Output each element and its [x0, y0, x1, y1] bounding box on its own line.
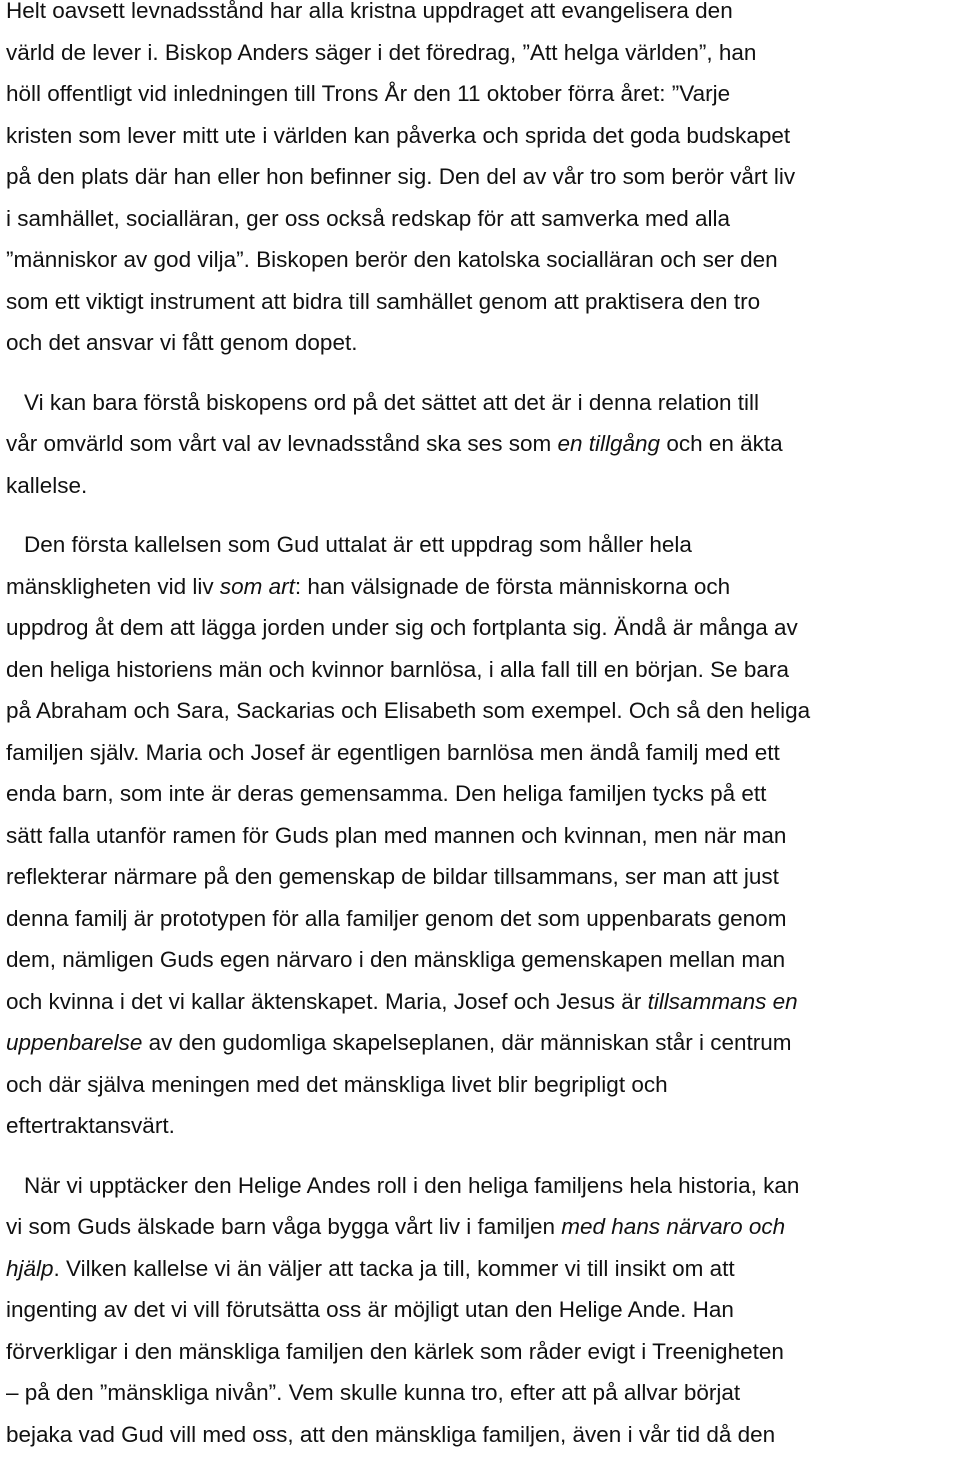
paragraph-4 — [6, 1165, 954, 1456]
text-line: eftertraktansvärt. — [6, 1113, 175, 1138]
text-line: Helt oavsett levnadsstånd har alla kristna uppdraget att evangelisera den — [6, 0, 733, 23]
text-line: ingenting av det vi vill förutsätta oss är möjligt utan den Helige Ande. Han — [6, 1297, 734, 1322]
text-line: kristen som lever mitt ute i världen kan påverka och sprida det goda budskapet — [6, 122, 791, 148]
text-line: och det ansvar vi fått genom dopet. — [6, 330, 358, 355]
text-line: och där själva meningen med det mänskliga livet blir begripligt och — [6, 1071, 668, 1097]
text-line — [6, 981, 954, 1023]
text-line: bejaka vad Gud vill med oss, att den mänskliga familjen, även i vår tid då den — [6, 1421, 776, 1447]
text-line: sätt falla utanför ramen för Guds plan med mannen och kvinnan, men när man — [6, 822, 787, 848]
paragraph-gap — [6, 364, 954, 382]
text-run: vår omvärld som vårt val av levnadsstånd ska ses som — [6, 431, 558, 456]
text-run: och kvinna i det vi kallar äktenskapet. Maria, Josef och Jesus är — [6, 988, 648, 1014]
text-run: mänskligheten vid liv — [6, 573, 220, 599]
text-line: uppdrog åt dem att lägga jorden under sig och fortplanta sig. Ändå är många av — [6, 615, 798, 640]
text-line — [6, 566, 954, 608]
text-run: av den gudomliga skapelseplanen, där människan står i centrum — [142, 1030, 792, 1055]
emphasis-text: med hans närvaro och — [561, 1214, 786, 1239]
emphasis-text: en tillgång — [557, 431, 661, 456]
emphasis-text: hjälp — [6, 1255, 54, 1281]
text-line: Vi kan bara förstå biskopens ord på det sättet att det är i denna relation till — [24, 389, 760, 415]
text-line: höll offentligt vid inledningen till Trons År den 11 oktober förra året: ”Varje — [6, 81, 731, 106]
text-run: och en äkta — [660, 431, 783, 456]
paragraph-3 — [6, 524, 954, 1147]
paragraph-1 — [6, 0, 954, 364]
text-line: – på den ”mänskliga nivån”. Vem skulle kunna tro, efter att på allvar börjat — [6, 1380, 741, 1405]
text-line: När vi upptäcker den Helige Andes roll i den heliga familjens hela historia, kan — [24, 1172, 800, 1198]
emphasis-text: uppenbarelse — [6, 1030, 143, 1055]
text-line: kallelse. — [6, 472, 88, 498]
text-line: i samhället, socialläran, ger oss också redskap för att samverka med alla — [6, 205, 731, 231]
text-line: Den första kallelsen som Gud uttalat är ett uppdrag som håller hela — [24, 532, 692, 557]
text-line: enda barn, som inte är deras gemensamma. Den heliga familjen tycks på ett — [6, 781, 767, 806]
text-line: dem, nämligen Guds egen närvaro i den mänskliga gemenskapen mellan man — [6, 947, 786, 972]
paragraph-gap — [6, 506, 954, 524]
text-line: reflekterar närmare på den gemenskap de bildar tillsammans, ser man att just — [6, 864, 779, 889]
text-run: vi som Guds älskade barn våga bygga vårt liv i familjen — [6, 1214, 562, 1239]
text-line: på Abraham och Sara, Sackarias och Elisabeth som exempel. Och så den heliga — [6, 698, 811, 723]
text-line — [6, 423, 954, 465]
paragraph-gap — [6, 1147, 954, 1165]
text-line — [6, 1022, 954, 1064]
emphasis-text: som art — [219, 573, 295, 599]
text-line — [6, 1206, 954, 1248]
text-run: . Vilken kallelse vi än väljer att tacka ja till, kommer vi till insikt om att — [53, 1255, 735, 1281]
text-line: ”människor av god vilja”. Biskopen berör den katolska socialläran och ser den — [6, 247, 778, 272]
text-line — [6, 1248, 954, 1290]
text-run: : han välsignade de första människorna och — [294, 573, 731, 599]
emphasis-text: tillsammans en — [647, 988, 798, 1014]
text-line: värld de lever i. Biskop Anders säger i det föredrag, ”Att helga världen”, han — [6, 39, 757, 65]
paragraph-2 — [6, 382, 954, 507]
text-line: denna familj är prototypen för alla familjer genom det som uppenbarats genom — [6, 905, 787, 931]
text-line: som ett viktigt instrument att bidra till samhället genom att praktisera den tro — [6, 288, 761, 314]
text-line: på den plats där han eller hon befinner sig. Den del av vår tro som berör vårt liv — [6, 164, 796, 189]
text-line: familjen själv. Maria och Josef är egentligen barnlösa men ändå familj med ett — [6, 739, 780, 765]
text-line: den heliga historiens män och kvinnor barnlösa, i alla fall till en början. Se bara — [6, 656, 789, 682]
text-line: förverkligar i den mänskliga familjen den kärlek som råder evigt i Treenigheten — [6, 1338, 784, 1364]
